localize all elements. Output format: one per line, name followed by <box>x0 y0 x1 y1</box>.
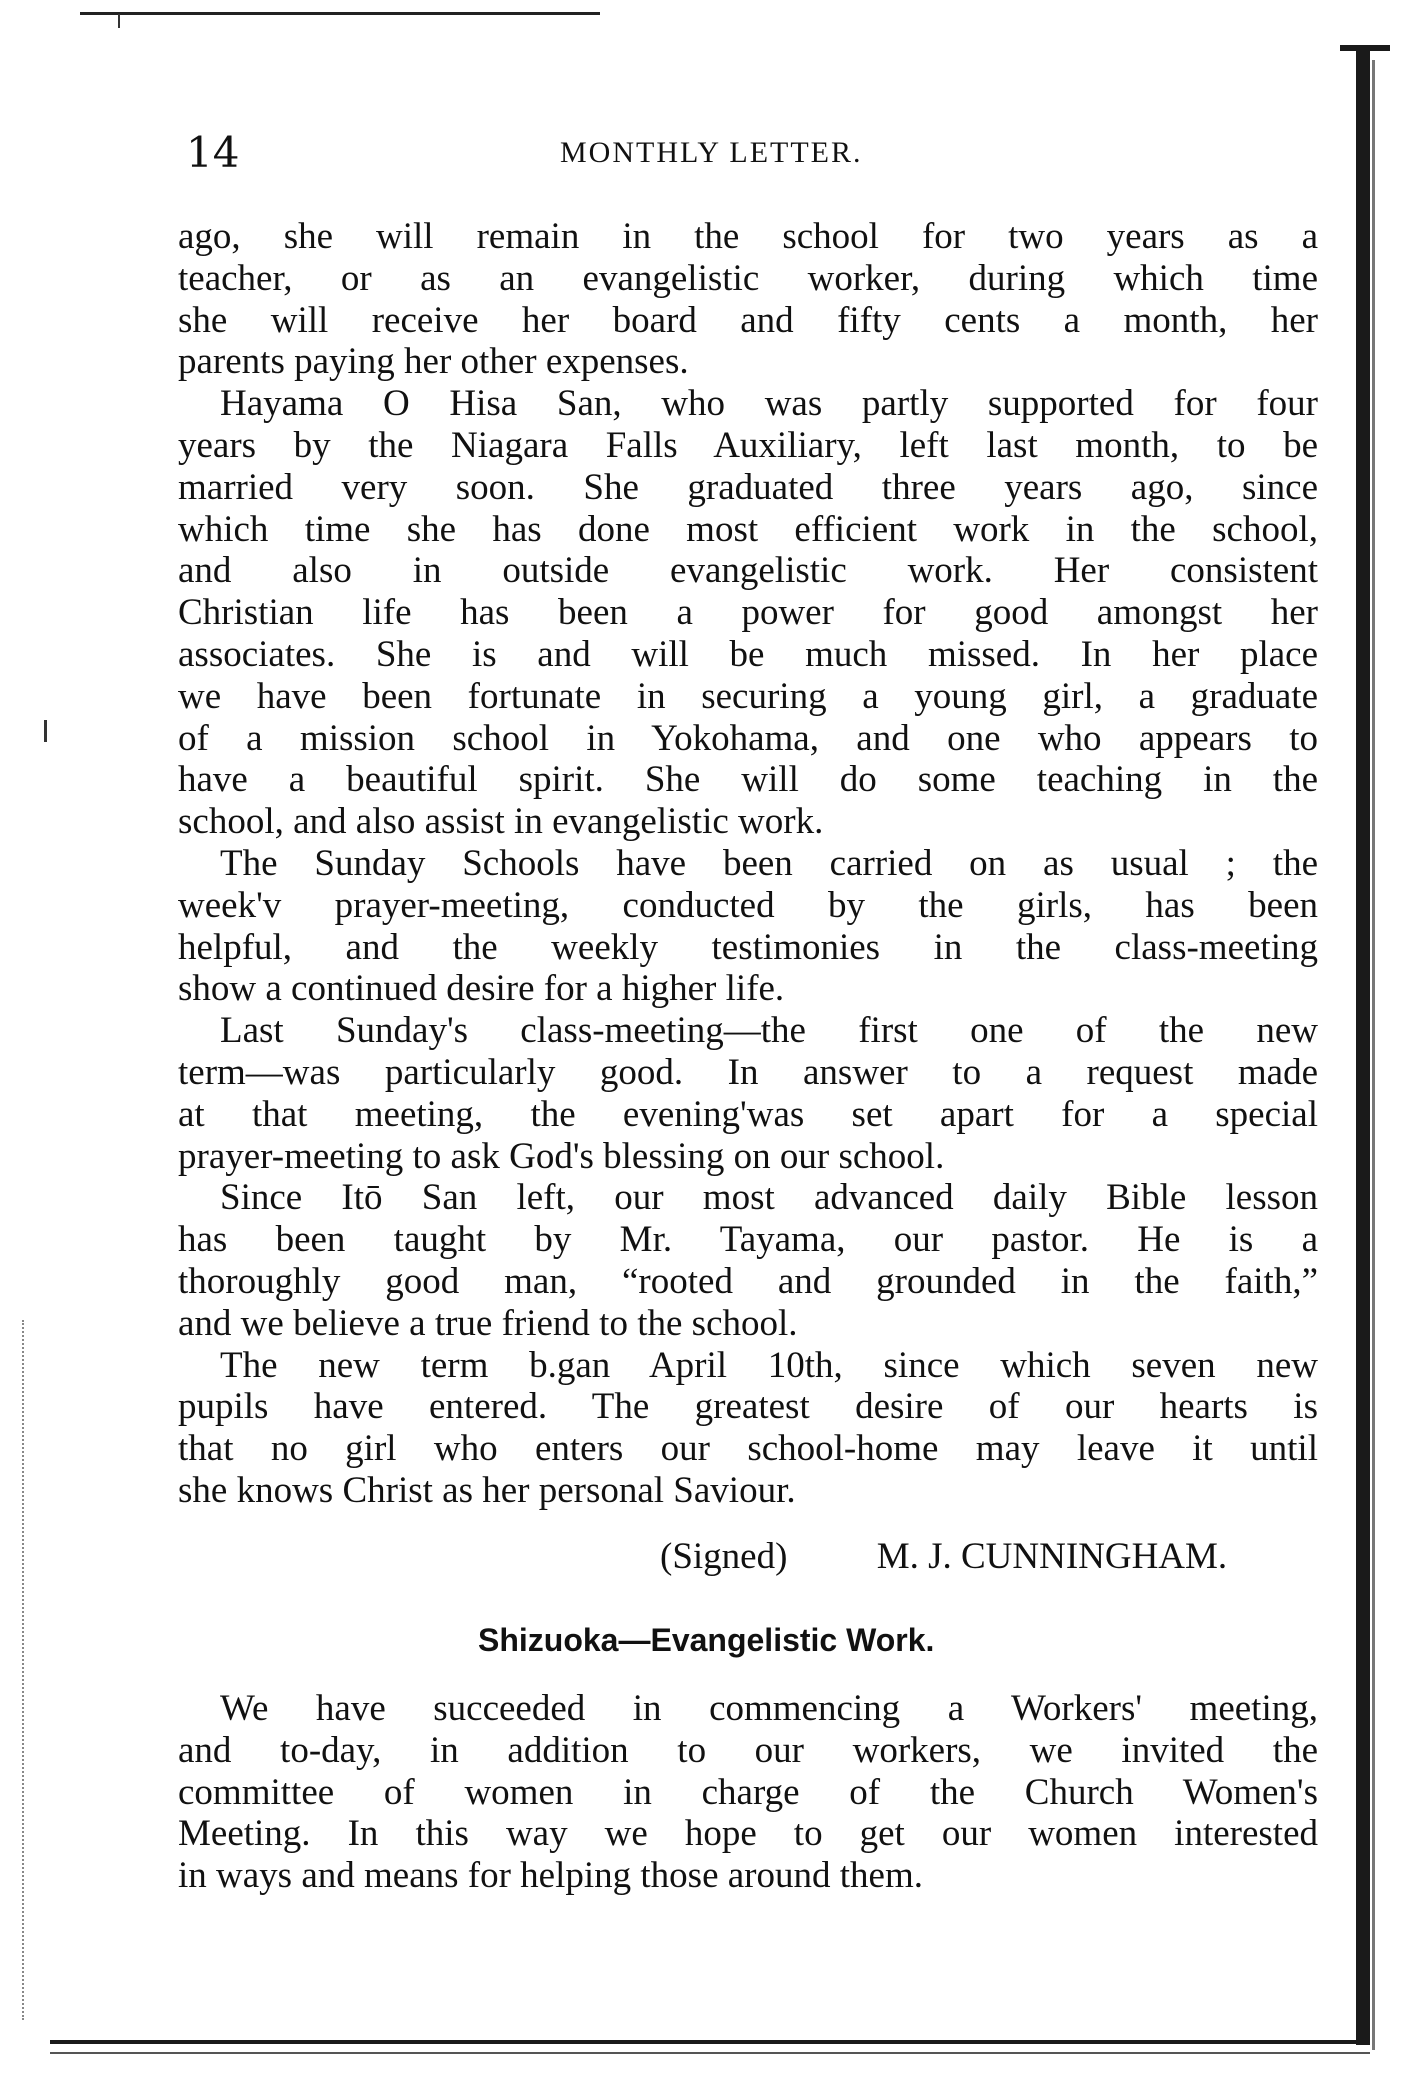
text-line: at that meeting, the evening'was set apart for a special <box>178 1093 1318 1135</box>
text-line: associates. She is and will be much missed. In her place <box>178 633 1318 675</box>
text-line: she will receive her board and fifty cents a month, her <box>178 299 1318 341</box>
text-line: committee of women in charge of the Church Women's <box>178 1771 1318 1813</box>
text-line: she knows Christ as her personal Saviour. <box>178 1469 796 1511</box>
bottom-rule <box>50 2040 1370 2044</box>
signature <box>660 1535 1227 1578</box>
text-line: and we believe a true friend to the school. <box>178 1302 798 1344</box>
text-line: helpful, and the weekly testimonies in the class-meeting <box>178 926 1318 968</box>
text-line: We have succeeded in commencing a Workers' meeting, <box>220 1688 1318 1729</box>
text-line: have a beautiful spirit. She will do some teaching in the <box>178 759 1318 801</box>
text-line: pupils have entered. The greatest desire of our hearts is <box>178 1386 1318 1428</box>
text-line: Hayama O Hisa San, who was partly supported for four <box>220 383 1318 425</box>
text-line: week'v prayer-meeting, conducted by the girls, has been <box>178 884 1318 926</box>
page-number: 14 <box>186 128 240 177</box>
text-line: of a mission school in Yokohama, and one who appears to <box>178 717 1318 759</box>
text-line: that no girl who enters our school-home may leave it until <box>178 1428 1318 1470</box>
text-line: school, and also assist in evangelistic work. <box>178 801 824 843</box>
signature-prefix: (Signed) <box>660 1536 788 1577</box>
text-line: show a continued desire for a higher life. <box>178 968 785 1010</box>
top-mark <box>118 14 120 28</box>
text-line: Last Sunday's class-meeting—the first one of the new <box>220 1010 1318 1052</box>
right-border-thin <box>1372 60 1375 2050</box>
margin-mark <box>44 720 47 742</box>
right-border <box>1356 45 1370 2045</box>
text-line: term—was particularly good. In answer to a request made <box>178 1051 1318 1093</box>
margin-specks <box>22 1320 28 2020</box>
body-text <box>178 216 1318 1512</box>
section-heading: Shizuoka—Evangelistic Work. <box>478 1622 935 1658</box>
text-line: Christian life has been a power for good amongst her <box>178 592 1318 634</box>
text-line: years by the Niagara Falls Auxiliary, left last month, to be <box>178 424 1318 466</box>
text-line: in ways and means for helping those around them. <box>178 1855 923 1897</box>
text-line: and to-day, in addition to our workers, we invited the <box>178 1729 1318 1771</box>
text-line: The Sunday Schools have been carried on as usual ; the <box>220 842 1318 884</box>
text-line: Since Itō San left, our most advanced daily Bible lesson <box>220 1177 1318 1219</box>
text-line: we have been fortunate in securing a young girl, a graduate <box>178 675 1318 717</box>
text-line: The new term b.gan April 10th, since which seven new <box>220 1344 1318 1386</box>
text-line: and also in outside evangelistic work. Her consistent <box>178 550 1318 592</box>
text-line: teacher, or as an evangelistic worker, during which time <box>178 257 1318 299</box>
running-title: MONTHLY LETTER. <box>560 136 863 169</box>
text-line: which time she has done most efficient work in the school, <box>178 508 1318 550</box>
text-line: Meeting. In this way we hope to get our women interested <box>178 1813 1318 1855</box>
text-line: parents paying her other expenses. <box>178 341 689 383</box>
signature-name: M. J. CUNNINGHAM. <box>876 1536 1228 1577</box>
text-line: ago, she will remain in the school for two years as a <box>178 216 1318 257</box>
top-rule <box>80 12 600 15</box>
section-text <box>178 1688 1318 1897</box>
text-line: has been taught by Mr. Tayama, our pastor. He is a <box>178 1219 1318 1261</box>
bottom-rule-thin <box>50 2052 1370 2054</box>
text-line: prayer-meeting to ask God's blessing on our school. <box>178 1135 945 1177</box>
text-line: married very soon. She graduated three years ago, since <box>178 466 1318 508</box>
text-line: thoroughly good man, “rooted and grounded in the faith,” <box>178 1260 1318 1302</box>
